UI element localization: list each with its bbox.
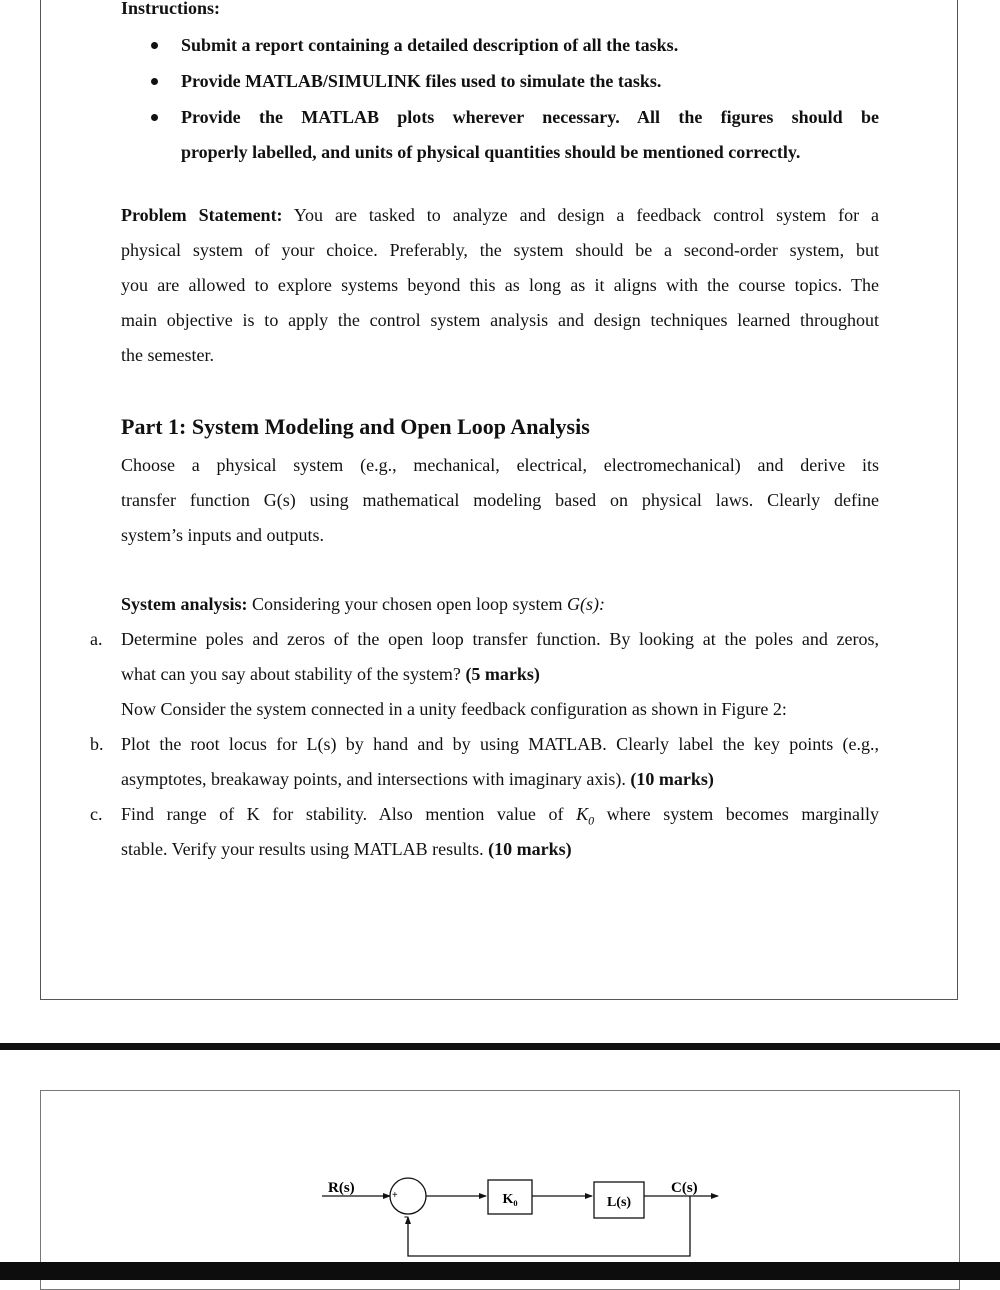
analysis-label: System analysis: [121, 594, 248, 614]
feedback-note: Now Consider the system connected in a unity feedback configuration as shown in Figure 2: [121, 699, 787, 719]
plus-sign: + [392, 1190, 398, 1201]
instruction-item: Provide the MATLAB plots wherever necessary. All the figures should be [181, 107, 879, 127]
list-marker-a: a. [90, 629, 103, 649]
bottom-bar [0, 1262, 1000, 1280]
task-c-text: where system becomes marginally [606, 804, 879, 824]
part1-heading: Part 1: System Modeling and Open Loop Analysis [121, 414, 590, 439]
list-marker-c: c. [90, 804, 103, 824]
task-a-line: Determine poles and zeros of the open loop transfer function. By looking at the poles and zeros, [121, 629, 879, 649]
task-b-text: asymptotes, breakaway points, and intersections with imaginary axis). [121, 769, 626, 789]
instruction-item: Submit a report containing a detailed description of all the tasks. [181, 35, 679, 55]
problem-statement-line: you are allowed to explore systems beyond this as long as it aligns with the course topics. The [121, 275, 879, 295]
plant-label: L(s) [606, 1195, 632, 1210]
instruction-item: Provide MATLAB/SIMULINK files used to simulate the tasks. [181, 71, 662, 91]
problem-text: You are tasked to analyze and design a feedback control system for a [293, 205, 879, 225]
k0-symbol: $K_0$ [576, 804, 595, 828]
list-marker-b: b. [90, 734, 104, 754]
input-label: R(s) [328, 1180, 355, 1196]
problem-statement-line: main objective is to apply the control system analysis and design techniques learned throughout [121, 310, 879, 330]
task-c-text: stable. Verify your results using MATLAB results. [121, 839, 484, 859]
problem-statement-line: physical system of your choice. Preferably, the system should be a second-order system, but [121, 240, 879, 260]
task-a-text: what can you say about stability of the system? [121, 664, 461, 684]
open-loop-tf: G(s): [566, 594, 605, 614]
feedback-path [408, 1196, 690, 1256]
task-b-marks: (10 marks) [630, 769, 714, 789]
task-b-line: Plot the root locus for L(s) by hand and by using MATLAB. Clearly label the key points (e.g., [121, 734, 879, 754]
instruction-item: properly labelled, and units of physical quantities should be mentioned correctly. [181, 142, 801, 162]
task-a-marks: (5 marks) [465, 664, 540, 684]
output-label: C(s) [671, 1180, 698, 1196]
minus-sign: - [404, 1209, 408, 1223]
instructions-heading: Instructions: [121, 0, 221, 18]
part1-line: Choose a physical system (e.g., mechanical, electrical, electromechanical) and derive its [121, 455, 879, 475]
task-c-text: Find range of K for stability. Also mention value of [121, 804, 564, 824]
part1-line: transfer function G(s) using mathematical modeling based on physical laws. Clearly define [121, 490, 879, 510]
part1-line: system’s inputs and outputs. [121, 525, 325, 545]
problem-statement-line: the semester. [121, 345, 214, 365]
problem-statement-label: Problem Statement: [121, 205, 283, 225]
analysis-intro-text: Considering your chosen open loop system [252, 594, 563, 614]
task-c-marks: (10 marks) [488, 839, 572, 859]
gain-label: K₀ [502, 1192, 518, 1207]
